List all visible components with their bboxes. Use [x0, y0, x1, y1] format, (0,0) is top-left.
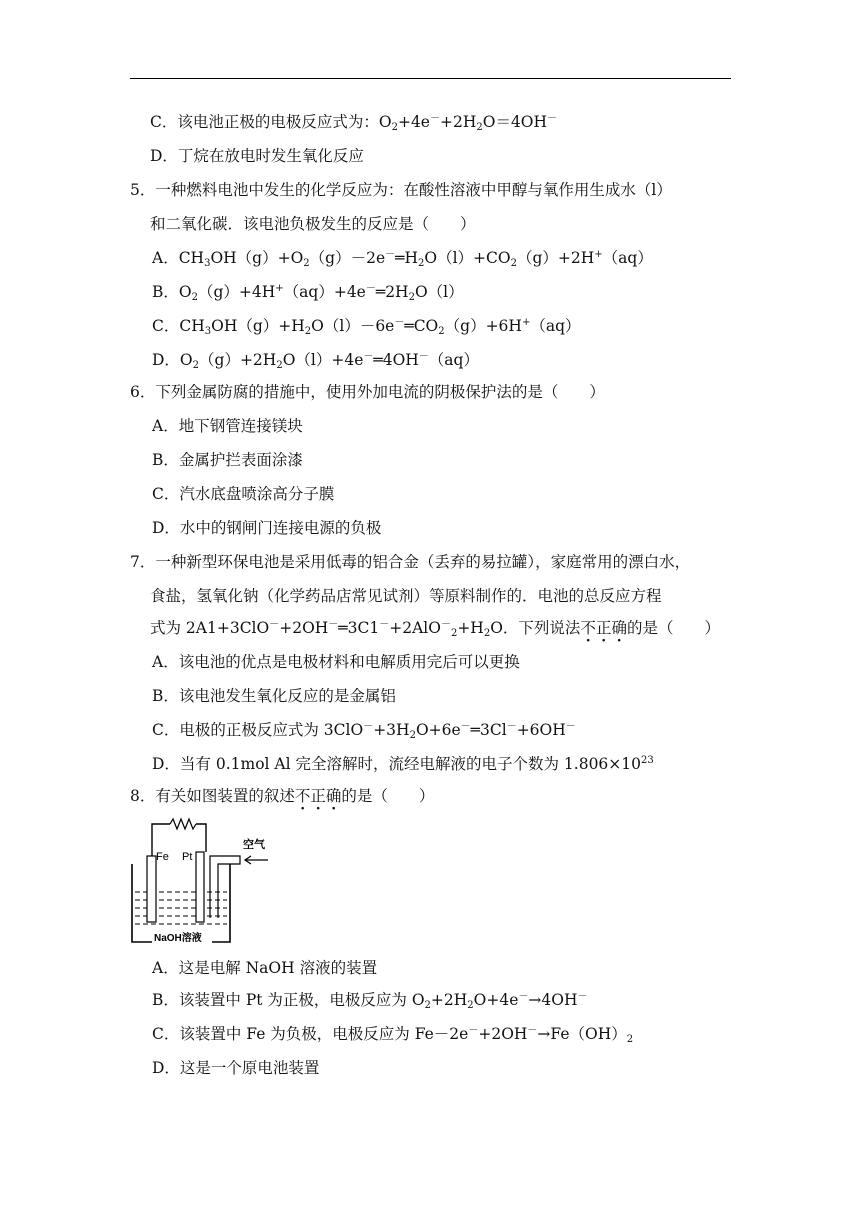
q4-option-c: C．该电池正极的电极反应式为：$O_2+4e^-+2H_2O=4OH^-$: [150, 113, 558, 133]
pt-label: Pt: [182, 851, 193, 863]
q8-option-a: A．这是电解 NaOH 溶液的装置: [152, 959, 378, 977]
q8-stem: 8．有关如图装置的叙述不正确的是（ ）: [130, 787, 435, 805]
q8-option-c: C．该装置中 Fe 为负极，电极反应为 $Fe-2e^-+2OH^-\to Fe(OH)_2$: [152, 1025, 634, 1045]
q7-stem-line2: 食盐，氢氧化钠（化学药品店常见试剂）等原料制作的．电池的总反应方程: [150, 587, 662, 605]
q5-option-d: D．$O_2(g)+2H_2O(l)+4e^-═4OH^-(aq)$: [152, 351, 479, 371]
q5-option-c: C．$CH_3OH(g)+H_2O(l)-6e^-═CO_2(g)+6H^+(aq)$: [152, 317, 581, 337]
q8-option-b: B．该装置中 Pt 为正极，电极反应为 $O_2+2H_2O+4e^-\to 4OH^-$: [152, 991, 588, 1011]
q4-option-d: D．丁烷在放电时发生氧化反应: [150, 147, 364, 165]
naoh-solution-label: NaOH溶液: [154, 933, 202, 944]
q7-option-c: C．电极的正极反应式为 $3ClO^-+3H_2O+6e^-═3Cl^-+6OH^-$: [152, 721, 576, 741]
q7-stem-line1: 7．一种新型环保电池是采用低毒的铝合金（丢弃的易拉罐），家庭常用的漂白水，: [130, 553, 691, 571]
q5-option-a: A．$CH_3OH(g)+O_2(g)-2e^-═H_2O(l)+CO_2(g)+2H^+(aq)$: [152, 249, 653, 269]
q7-option-b: B．该电池发生氧化反应的是金属铝: [152, 687, 396, 705]
fe-label: Fe: [156, 851, 169, 863]
electrochemical-cell-figure: [130, 814, 290, 948]
q5-stem-line1: 5．一种燃料电池中发生的化学反应为：在酸性溶液中甲醇与氧作用生成水（l）: [130, 181, 672, 199]
q6-option-d: D．水中的钢闸门连接电源的负极: [152, 519, 382, 537]
header-rule: [130, 78, 731, 79]
q5-option-b: B．$O_2(g)+4H^+(aq)+4e^-═2H_2O(l)$: [152, 283, 464, 303]
air-label: 空气: [243, 839, 265, 851]
q6-option-c: C．汽水底盘喷涂高分子膜: [152, 485, 335, 503]
q7-option-d: D．当有 0.1mol Al 完全溶解时，流经电解液的电子个数为 $1.806\times 10^{23}$: [152, 755, 654, 773]
q7-stem-line3: 式为 $2A1+3ClO^-+2OH^-═3C1^-+2AlO^-_2+H_2O$．下列说法不正确的是（ ）: [150, 619, 720, 639]
q8-option-d: D．这是一个原电池装置: [152, 1059, 320, 1077]
q5-stem-line2: 和二氧化碳．该电池负极发生的反应是（ ）: [150, 215, 476, 233]
q6-stem: 6．下列金属防腐的措施中，使用外加电流的阴极保护法的是（ ）: [130, 383, 605, 401]
q6-option-b: B．金属护拦表面涂漆: [152, 451, 303, 469]
q6-option-a: A．地下钢管连接镁块: [152, 417, 303, 435]
q7-option-a: A．该电池的优点是电极材料和电解质用完后可以更换: [152, 653, 520, 671]
